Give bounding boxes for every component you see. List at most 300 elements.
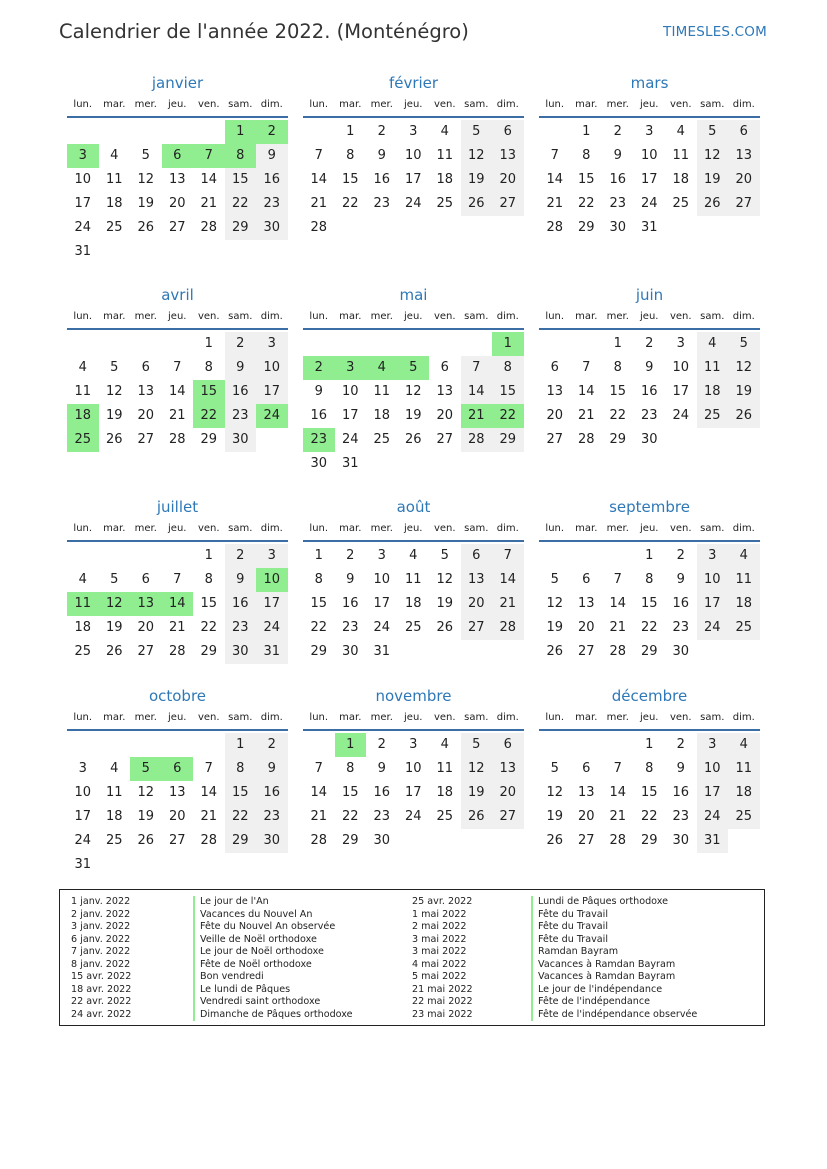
day-cell: 5 xyxy=(110,572,119,587)
day-cell: 12 xyxy=(436,572,454,587)
weekday-header xyxy=(303,96,524,114)
day-cell: 4 xyxy=(78,572,87,587)
day-cell: 29 xyxy=(341,833,359,848)
day-cell: 26 xyxy=(436,620,454,635)
weekday-label: ven. xyxy=(433,311,456,322)
day-cell: 12 xyxy=(697,144,729,168)
day-cell: 20 xyxy=(728,168,760,192)
day-cell: 22 xyxy=(341,196,359,211)
day-cell: 15 xyxy=(341,785,359,800)
day-cell: 6 xyxy=(550,360,559,375)
day-cell: 18 xyxy=(74,620,92,635)
day-cell: 15 xyxy=(640,785,658,800)
day-cell: 21 xyxy=(168,408,186,423)
header-divider xyxy=(303,540,524,542)
day-cell: 1 xyxy=(613,336,622,351)
header-divider xyxy=(67,729,288,731)
day-cell: 9 xyxy=(645,360,654,375)
day-cell: 10 xyxy=(697,757,729,781)
day-cell: 21 xyxy=(546,196,564,211)
day-cell: 25 xyxy=(105,833,123,848)
empty-cell xyxy=(303,120,335,144)
holiday-name: Fête de l'indépendance xyxy=(531,996,697,1009)
weekday-label: lun. xyxy=(309,712,329,723)
day-cell: 12 xyxy=(461,757,493,781)
day-cell: 4 xyxy=(440,124,449,139)
day-cell-holiday: 1 xyxy=(335,733,367,757)
month-12 xyxy=(539,684,760,853)
day-cell: 19 xyxy=(105,620,123,635)
day-cell: 30 xyxy=(640,432,658,447)
brand-link[interactable]: TIMESLES.COM xyxy=(663,24,767,40)
day-cell: 3 xyxy=(78,761,87,776)
weekday-label: lun. xyxy=(545,523,565,534)
day-cell: 11 xyxy=(105,172,123,187)
day-cell: 14 xyxy=(546,172,564,187)
day-cell: 25 xyxy=(728,805,760,829)
day-cell: 1 xyxy=(204,336,213,351)
day-cell: 25 xyxy=(728,616,760,640)
day-cell: 15 xyxy=(609,384,627,399)
day-cell: 21 xyxy=(609,809,627,824)
day-cell: 4 xyxy=(409,548,418,563)
weekday-header xyxy=(303,520,524,538)
day-cell: 26 xyxy=(137,833,155,848)
weekday-label: sam. xyxy=(700,311,725,322)
weekday-label: lun. xyxy=(309,523,329,534)
weekday-label: dim. xyxy=(260,99,283,110)
day-cell: 12 xyxy=(105,384,123,399)
day-cell-holiday: 4 xyxy=(366,356,398,380)
day-cell: 27 xyxy=(492,192,524,216)
day-cell: 15 xyxy=(200,596,218,611)
day-grid xyxy=(303,544,524,664)
day-cell: 6 xyxy=(492,733,524,757)
day-cell: 26 xyxy=(461,805,493,829)
day-cell: 18 xyxy=(436,785,454,800)
header-divider xyxy=(303,729,524,731)
day-cell: 8 xyxy=(645,761,654,776)
day-cell: 6 xyxy=(440,360,449,375)
day-cell: 24 xyxy=(74,220,92,235)
day-cell: 19 xyxy=(546,809,564,824)
weekday-label: dim. xyxy=(496,311,519,322)
weekday-label: ven. xyxy=(197,99,220,110)
day-cell: 2 xyxy=(613,124,622,139)
day-cell: 19 xyxy=(436,596,454,611)
weekday-label: sam. xyxy=(464,311,489,322)
day-cell: 8 xyxy=(225,757,257,781)
holiday-names-column-1 xyxy=(193,896,353,1021)
day-cell: 3 xyxy=(645,124,654,139)
day-cell: 8 xyxy=(346,148,355,163)
day-cell: 13 xyxy=(436,384,454,399)
day-grid xyxy=(67,733,288,877)
day-cell: 13 xyxy=(728,144,760,168)
day-cell: 30 xyxy=(672,833,690,848)
holiday-name: Fête de l'indépendance observée xyxy=(531,1009,697,1022)
month-6 xyxy=(539,283,760,452)
day-cell: 18 xyxy=(728,781,760,805)
holiday-name: Le jour de Noël orthodoxe xyxy=(193,946,353,959)
day-cell: 21 xyxy=(310,196,328,211)
weekday-header xyxy=(67,308,288,326)
day-cell: 7 xyxy=(204,761,213,776)
day-cell: 7 xyxy=(173,572,182,587)
day-cell-holiday: 11 xyxy=(67,592,99,616)
day-cell-holiday: 1 xyxy=(492,332,524,356)
day-cell: 27 xyxy=(168,220,186,235)
day-cell: 12 xyxy=(461,144,493,168)
empty-cell xyxy=(303,332,335,356)
day-cell: 19 xyxy=(546,620,564,635)
day-cell: 12 xyxy=(546,785,564,800)
day-cell: 14 xyxy=(168,384,186,399)
day-cell-holiday: 5 xyxy=(398,356,430,380)
month-name: mars xyxy=(630,74,669,92)
day-cell: 2 xyxy=(377,737,386,752)
day-cell: 10 xyxy=(697,568,729,592)
empty-cell xyxy=(67,332,99,356)
month-name: janvier xyxy=(151,74,204,92)
day-cell-holiday: 10 xyxy=(256,568,288,592)
day-cell: 16 xyxy=(373,785,391,800)
day-cell: 2 xyxy=(377,124,386,139)
weekday-label: sam. xyxy=(228,523,253,534)
day-cell: 25 xyxy=(74,644,92,659)
holiday-date: 1 mai 2022 xyxy=(412,908,467,920)
holiday-name: Le jour de l'An xyxy=(193,896,353,909)
day-cell: 28 xyxy=(310,833,328,848)
weekday-label: lun. xyxy=(545,99,565,110)
day-cell: 9 xyxy=(225,568,257,592)
day-cell: 17 xyxy=(256,380,288,404)
month-name: août xyxy=(396,498,431,516)
weekday-header xyxy=(539,520,760,538)
weekday-label: mer. xyxy=(134,311,157,322)
weekday-label: mar. xyxy=(575,99,598,110)
day-cell: 10 xyxy=(640,148,658,163)
weekday-header xyxy=(303,308,524,326)
day-cell: 26 xyxy=(546,833,564,848)
weekday-label: sam. xyxy=(464,523,489,534)
weekday-label: mar. xyxy=(103,311,126,322)
day-cell: 24 xyxy=(341,432,359,447)
day-cell: 5 xyxy=(550,761,559,776)
day-cell: 20 xyxy=(492,168,524,192)
day-cell: 29 xyxy=(640,833,658,848)
day-cell: 14 xyxy=(609,785,627,800)
day-cell: 25 xyxy=(105,220,123,235)
day-cell: 5 xyxy=(141,148,150,163)
day-cell: 5 xyxy=(550,572,559,587)
day-cell: 28 xyxy=(461,428,493,452)
day-cell: 8 xyxy=(204,572,213,587)
day-cell: 3 xyxy=(409,124,418,139)
weekday-label: dim. xyxy=(260,712,283,723)
day-cell: 14 xyxy=(310,785,328,800)
holiday-date: 25 avr. 2022 xyxy=(412,896,473,907)
holiday-name: Fête du Travail xyxy=(531,921,697,934)
month-9 xyxy=(539,495,760,664)
day-cell: 24 xyxy=(697,805,729,829)
day-cell-holiday: 3 xyxy=(67,144,99,168)
weekday-header xyxy=(67,96,288,114)
day-cell: 2 xyxy=(645,336,654,351)
day-cell: 7 xyxy=(613,761,622,776)
day-cell: 20 xyxy=(546,408,564,423)
holiday-date: 22 avr. 2022 xyxy=(71,996,132,1007)
holiday-date: 2 janv. 2022 xyxy=(71,908,131,920)
weekday-label: dim. xyxy=(732,523,755,534)
day-cell: 20 xyxy=(168,196,186,211)
holiday-name: Vacances à Ramdan Bayram xyxy=(531,971,697,984)
day-cell: 24 xyxy=(404,196,422,211)
weekday-label: ven. xyxy=(197,712,220,723)
day-cell-holiday: 6 xyxy=(162,757,194,781)
weekday-label: jeu. xyxy=(640,712,659,723)
day-cell: 10 xyxy=(672,360,690,375)
weekday-label: dim. xyxy=(732,712,755,723)
month-1 xyxy=(67,71,288,264)
weekday-label: mar. xyxy=(339,712,362,723)
day-cell: 8 xyxy=(314,572,323,587)
day-cell: 4 xyxy=(110,761,119,776)
day-cell: 7 xyxy=(314,761,323,776)
day-cell: 7 xyxy=(613,572,622,587)
day-cell: 16 xyxy=(256,168,288,192)
weekday-header xyxy=(303,709,524,727)
weekday-label: ven. xyxy=(669,99,692,110)
weekday-label: ven. xyxy=(197,523,220,534)
day-cell: 21 xyxy=(200,809,218,824)
day-cell: 29 xyxy=(492,428,524,452)
weekday-label: jeu. xyxy=(640,523,659,534)
empty-cell xyxy=(461,332,493,356)
holiday-name: Vacances du Nouvel An xyxy=(193,909,353,922)
day-cell: 26 xyxy=(728,404,760,428)
day-cell: 28 xyxy=(546,220,564,235)
day-cell: 22 xyxy=(310,620,328,635)
weekday-label: lun. xyxy=(73,311,93,322)
weekday-label: ven. xyxy=(433,523,456,534)
day-cell: 21 xyxy=(168,620,186,635)
day-grid xyxy=(303,332,524,476)
day-cell: 25 xyxy=(697,404,729,428)
holiday-date: 1 janv. 2022 xyxy=(71,896,131,907)
weekday-label: ven. xyxy=(197,311,220,322)
day-cell: 6 xyxy=(582,572,591,587)
header-divider xyxy=(303,116,524,118)
day-cell: 13 xyxy=(577,596,595,611)
day-cell: 18 xyxy=(105,196,123,211)
day-cell: 1 xyxy=(582,124,591,139)
day-cell: 22 xyxy=(577,196,595,211)
day-cell: 7 xyxy=(550,148,559,163)
month-4 xyxy=(67,283,288,452)
weekday-label: jeu. xyxy=(168,712,187,723)
day-cell: 10 xyxy=(373,572,391,587)
day-cell: 11 xyxy=(404,572,422,587)
weekday-label: jeu. xyxy=(168,99,187,110)
day-cell: 24 xyxy=(74,833,92,848)
day-cell-holiday: 13 xyxy=(130,592,162,616)
day-cell: 10 xyxy=(74,785,92,800)
day-cell: 29 xyxy=(225,829,257,853)
header-divider xyxy=(67,116,288,118)
month-5 xyxy=(303,283,524,476)
day-cell: 8 xyxy=(613,360,622,375)
day-cell: 27 xyxy=(436,432,454,447)
weekday-label: lun. xyxy=(545,712,565,723)
day-cell: 16 xyxy=(310,408,328,423)
holiday-name: Vendredi saint orthodoxe xyxy=(193,996,353,1009)
day-cell: 16 xyxy=(256,781,288,805)
day-cell: 21 xyxy=(577,408,595,423)
day-cell: 8 xyxy=(582,148,591,163)
day-cell: 3 xyxy=(409,737,418,752)
holiday-name: Lundi de Pâques orthodoxe xyxy=(531,896,697,909)
day-cell: 24 xyxy=(697,616,729,640)
empty-cell xyxy=(162,120,194,144)
day-cell: 27 xyxy=(577,644,595,659)
day-cell: 3 xyxy=(256,332,288,356)
day-cell: 6 xyxy=(141,572,150,587)
day-cell: 23 xyxy=(672,809,690,824)
weekday-label: lun. xyxy=(545,311,565,322)
day-cell: 8 xyxy=(204,360,213,375)
holiday-name: Fête de Noël orthodoxe xyxy=(193,959,353,972)
day-cell: 21 xyxy=(492,592,524,616)
weekday-label: mar. xyxy=(103,523,126,534)
holiday-name: Dimanche de Pâques orthodoxe xyxy=(193,1009,353,1022)
day-cell-holiday: 14 xyxy=(162,592,194,616)
day-cell: 17 xyxy=(404,785,422,800)
day-cell: 10 xyxy=(74,172,92,187)
weekday-label: dim. xyxy=(260,523,283,534)
day-cell: 6 xyxy=(461,544,493,568)
day-cell: 29 xyxy=(225,216,257,240)
day-cell: 5 xyxy=(697,120,729,144)
empty-cell xyxy=(99,332,131,356)
day-cell: 1 xyxy=(204,548,213,563)
day-cell: 28 xyxy=(577,432,595,447)
day-cell: 9 xyxy=(676,761,685,776)
empty-cell xyxy=(366,332,398,356)
day-cell: 4 xyxy=(78,360,87,375)
day-cell: 1 xyxy=(346,124,355,139)
weekday-label: lun. xyxy=(73,99,93,110)
day-cell: 9 xyxy=(346,572,355,587)
empty-cell xyxy=(602,733,634,757)
empty-cell xyxy=(398,332,430,356)
day-cell: 17 xyxy=(697,781,729,805)
empty-cell xyxy=(99,120,131,144)
day-cell: 21 xyxy=(310,809,328,824)
day-cell: 9 xyxy=(613,148,622,163)
day-cell: 13 xyxy=(137,384,155,399)
day-cell: 11 xyxy=(728,757,760,781)
empty-cell xyxy=(429,332,461,356)
day-cell: 23 xyxy=(256,805,288,829)
day-cell: 4 xyxy=(728,733,760,757)
empty-cell xyxy=(571,733,603,757)
day-cell: 1 xyxy=(225,733,257,757)
weekday-label: mar. xyxy=(575,712,598,723)
weekday-label: jeu. xyxy=(168,523,187,534)
day-cell: 16 xyxy=(609,172,627,187)
holiday-name: Veille de Noël orthodoxe xyxy=(193,934,353,947)
day-cell: 23 xyxy=(373,809,391,824)
weekday-label: ven. xyxy=(669,712,692,723)
day-cell: 12 xyxy=(137,172,155,187)
day-cell: 4 xyxy=(110,148,119,163)
weekday-label: lun. xyxy=(73,712,93,723)
month-7 xyxy=(67,495,288,664)
day-cell: 5 xyxy=(728,332,760,356)
weekday-label: dim. xyxy=(496,712,519,723)
holiday-dates-column-2 xyxy=(412,896,473,1021)
empty-cell xyxy=(162,733,194,757)
day-cell-holiday: 12 xyxy=(99,592,131,616)
day-cell: 30 xyxy=(310,456,328,471)
day-cell-holiday: 21 xyxy=(461,404,493,428)
day-grid xyxy=(539,544,760,664)
empty-cell xyxy=(303,733,335,757)
day-cell-holiday: 24 xyxy=(256,404,288,428)
day-cell: 26 xyxy=(697,192,729,216)
day-cell: 28 xyxy=(168,644,186,659)
empty-cell xyxy=(99,544,131,568)
day-cell: 17 xyxy=(74,196,92,211)
day-cell: 9 xyxy=(377,761,386,776)
page-title: Calendrier de l'année 2022. (Monténégro) xyxy=(59,20,469,43)
day-cell: 10 xyxy=(256,356,288,380)
day-cell: 23 xyxy=(640,408,658,423)
header-divider xyxy=(67,328,288,330)
holiday-date: 5 mai 2022 xyxy=(412,971,467,982)
day-cell-holiday: 2 xyxy=(256,120,288,144)
weekday-label: ven. xyxy=(669,523,692,534)
day-cell: 11 xyxy=(373,384,391,399)
empty-cell xyxy=(130,332,162,356)
day-cell: 2 xyxy=(225,332,257,356)
weekday-header xyxy=(67,709,288,727)
weekday-label: lun. xyxy=(309,99,329,110)
day-cell: 9 xyxy=(256,144,288,168)
day-cell: 18 xyxy=(373,408,391,423)
day-grid xyxy=(303,120,524,240)
day-cell: 17 xyxy=(640,172,658,187)
weekday-header xyxy=(67,520,288,538)
day-cell: 28 xyxy=(200,220,218,235)
day-cell: 22 xyxy=(225,192,257,216)
day-cell: 18 xyxy=(697,380,729,404)
day-cell: 15 xyxy=(225,168,257,192)
day-cell: 25 xyxy=(672,196,690,211)
day-cell: 30 xyxy=(225,428,257,452)
day-cell: 31 xyxy=(373,644,391,659)
day-cell: 27 xyxy=(492,805,524,829)
day-grid xyxy=(67,332,288,452)
day-cell: 23 xyxy=(373,196,391,211)
day-grid xyxy=(67,544,288,664)
day-cell: 16 xyxy=(640,384,658,399)
day-cell: 23 xyxy=(225,404,257,428)
day-cell: 20 xyxy=(436,408,454,423)
day-cell: 29 xyxy=(577,220,595,235)
day-cell: 12 xyxy=(137,785,155,800)
